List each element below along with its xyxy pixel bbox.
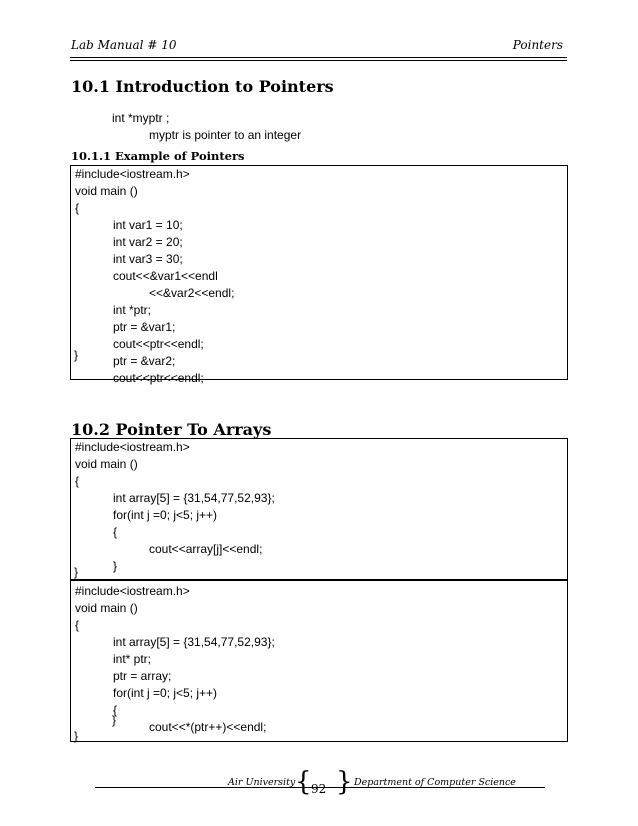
header-rule — [70, 57, 567, 58]
code-line: cout<<&var1<<endl — [113, 269, 218, 283]
code-line: <<&var2<<endl; — [149, 286, 235, 300]
section-title-intro: 10.1 Introduction to Pointers — [71, 77, 334, 96]
code-line: cout<<ptr<<endl; — [113, 371, 204, 385]
code-line: int *ptr; — [113, 303, 152, 317]
code-line: { — [75, 618, 80, 632]
code-line: cout<<ptr<<endl; — [113, 337, 204, 351]
code-line: int* ptr; — [113, 652, 152, 666]
section-title-arrays: 10.2 Pointer To Arrays — [71, 420, 272, 439]
code-line: { — [75, 201, 80, 215]
code-line: ptr = array; — [113, 669, 172, 683]
footer-left: Air University — [228, 777, 296, 788]
code-line: { — [113, 525, 118, 539]
code-line: void main () — [75, 457, 138, 471]
right-brace-icon: } — [336, 767, 353, 797]
code-line: void main () — [75, 184, 138, 198]
code-line: int array[5] = {31,54,77,52,93}; — [113, 491, 275, 505]
subsection-title-example: 10.1.1 Example of Pointers — [71, 149, 245, 163]
code-line: #include<iostream.h> — [75, 584, 190, 598]
code-line: cout<<*(ptr++)<<endl; — [149, 720, 267, 734]
code-line: #include<iostream.h> — [75, 167, 190, 181]
code-line: } — [113, 559, 118, 573]
code-line: { — [113, 703, 118, 717]
code-line-final-brace: } — [74, 348, 79, 362]
code-line: cout<<array[j]<<endl; — [149, 542, 263, 556]
code-box-pointer-array — [70, 580, 568, 742]
code-box-example — [70, 165, 568, 385]
code-line: int var2 = 20; — [113, 235, 183, 249]
left-brace-icon: { — [295, 767, 312, 797]
header-rule-double — [70, 60, 567, 61]
footer-right: Department of Computer Science — [354, 777, 516, 788]
code-line-final-brace: } — [74, 729, 79, 743]
code-box-array — [70, 438, 568, 580]
header-left: Lab Manual # 10 — [71, 38, 177, 52]
code-line: { — [75, 474, 80, 488]
page-number: 92 — [311, 782, 327, 796]
pointer-declaration: int *myptr ; — [112, 111, 170, 125]
code-line: int array[5] = {31,54,77,52,93}; — [113, 635, 275, 649]
code-line: for(int j =0; j<5; j++) — [113, 686, 218, 700]
header-right: Pointers — [512, 38, 563, 52]
code-line: #include<iostream.h> — [75, 440, 190, 454]
code-line: int var3 = 30; — [113, 252, 183, 266]
code-line: void main () — [75, 601, 138, 615]
code-line: for(int j =0; j<5; j++) — [113, 508, 218, 522]
code-line-final-brace: } — [74, 565, 79, 579]
code-line: int var1 = 10; — [113, 218, 183, 232]
code-line: ptr = &var1; — [113, 320, 176, 334]
code-line: } — [112, 713, 117, 727]
pointer-description: myptr is pointer to an integer — [149, 128, 302, 142]
code-line: ptr = &var2; — [113, 354, 176, 368]
